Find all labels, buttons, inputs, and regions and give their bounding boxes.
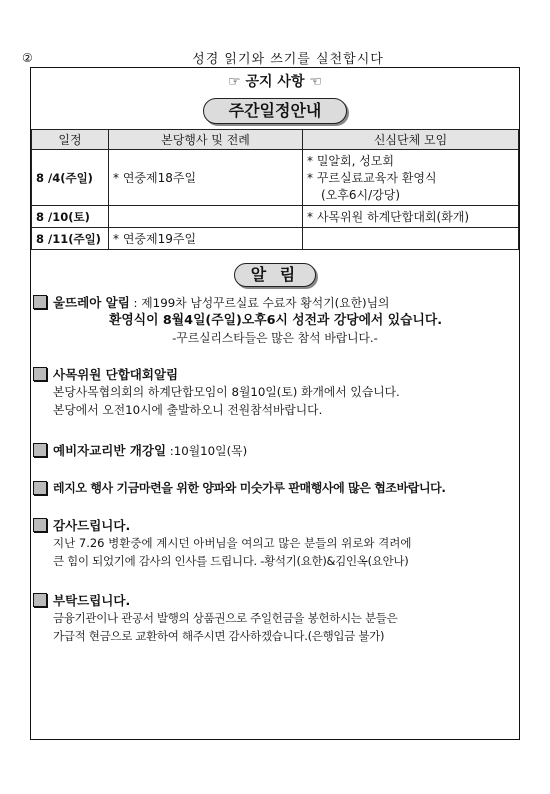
- notice-heading: 부탁드립니다.: [53, 593, 131, 608]
- row-group-events: [303, 228, 519, 250]
- notice-body-line: 금융기관이나 관공서 발행의 상품권으로 주일헌금을 봉헌하시는 분들은: [53, 611, 398, 625]
- row-date: 8 /10(토): [32, 206, 109, 228]
- group-event-line: * 꾸르실료교육자 환영식: [307, 171, 437, 185]
- checkbox-square-icon: [33, 295, 47, 309]
- notice-heading: 예비자교리반 개강일: [53, 443, 167, 458]
- schedule-table: [31, 129, 519, 250]
- row-date: 8 /4(주일): [32, 150, 109, 206]
- row-group-events: [303, 150, 519, 206]
- table-row: [32, 206, 519, 228]
- notice-heading: 울뜨레아 알림: [53, 295, 130, 310]
- page-header: [22, 48, 530, 67]
- schedule-title: 주간일정안내: [203, 98, 347, 124]
- group-event-line: * 밀알회, 성모회: [307, 154, 394, 168]
- table-row: [32, 150, 519, 206]
- header-slogan: 성경 읽기와 쓰기를 실천합시다: [192, 52, 384, 67]
- column-header-group-meetings: 신심단체 모임: [303, 130, 519, 150]
- notice-body-line: 지난 7.26 병환중에 계시던 아버님을 여의고 많은 분들의 위로와 격려에: [53, 536, 412, 550]
- notice-heading: 레지오 행사 기금마련을 위한 양파와 미숫가루 판매행사에 많은 협조바랍니다.: [53, 481, 446, 495]
- notice-heading: 감사드립니다.: [53, 518, 131, 533]
- notice-item: [31, 365, 519, 419]
- notice-emphasis-line: 환영식이 8월4일(주일)오후6시 성전과 강당에서 있습니다.: [109, 313, 443, 328]
- notice-body-line: 큰 힘이 되었기에 감사의 인사를 드립니다. -황석기(요한)&김인옥(요안나): [53, 554, 409, 568]
- checkbox-square-icon: [33, 593, 47, 607]
- row-group-events: [303, 206, 519, 228]
- notice-body-line: 가급적 현금으로 교환하여 해주시면 감사하겠습니다.(은행입금 불가): [53, 629, 385, 643]
- column-header-date: 일정: [32, 130, 109, 150]
- checkbox-square-icon: [33, 481, 47, 495]
- row-main-event: * 연중제19주일: [109, 228, 303, 250]
- row-date: 8 /11(주일): [32, 228, 109, 250]
- notice-heading: 사목위원 단합대회알림: [53, 367, 179, 382]
- group-event-line: * 사목위원 하계단합대회(화개): [307, 210, 470, 224]
- bulletin-frame: [30, 67, 520, 740]
- row-main-event: * 연중제18주일: [109, 150, 303, 206]
- notice-body-line: 본당에서 오전10시에 출발하오니 전원참석바랍니다.: [53, 403, 323, 417]
- notice-inline-text: : 제199차 남성꾸르실료 수료자 황석기(요한)님의: [129, 295, 390, 310]
- notice-inline-text: :10월10일(목): [166, 443, 248, 458]
- checkbox-square-icon: [33, 367, 47, 381]
- table-row: [32, 228, 519, 250]
- checkbox-square-icon: [33, 518, 47, 532]
- notice-item: [31, 293, 519, 346]
- schedule-header-row: [32, 130, 519, 150]
- notice-item: [31, 591, 519, 645]
- notice-title: ☞ 공지 사항 ☜: [228, 74, 322, 90]
- row-main-event: [109, 206, 303, 228]
- group-event-line: (오후6시/강당): [321, 188, 401, 202]
- notice-item: [31, 441, 519, 459]
- notice-item: [31, 516, 519, 570]
- notice-item: [31, 479, 519, 496]
- notices-title: 알 림: [234, 263, 316, 287]
- notice-center-line: -꾸르실리스타들은 많은 참석 바랍니다.-: [172, 331, 378, 345]
- checkbox-square-icon: [33, 443, 47, 457]
- column-header-parish-events: 본당행사 및 전례: [109, 130, 303, 150]
- page-number: ②: [22, 50, 33, 65]
- notice-body-line: 본당사목협의회의 하계단합모임이 8월10일(토) 화개에서 있습니다.: [53, 385, 400, 399]
